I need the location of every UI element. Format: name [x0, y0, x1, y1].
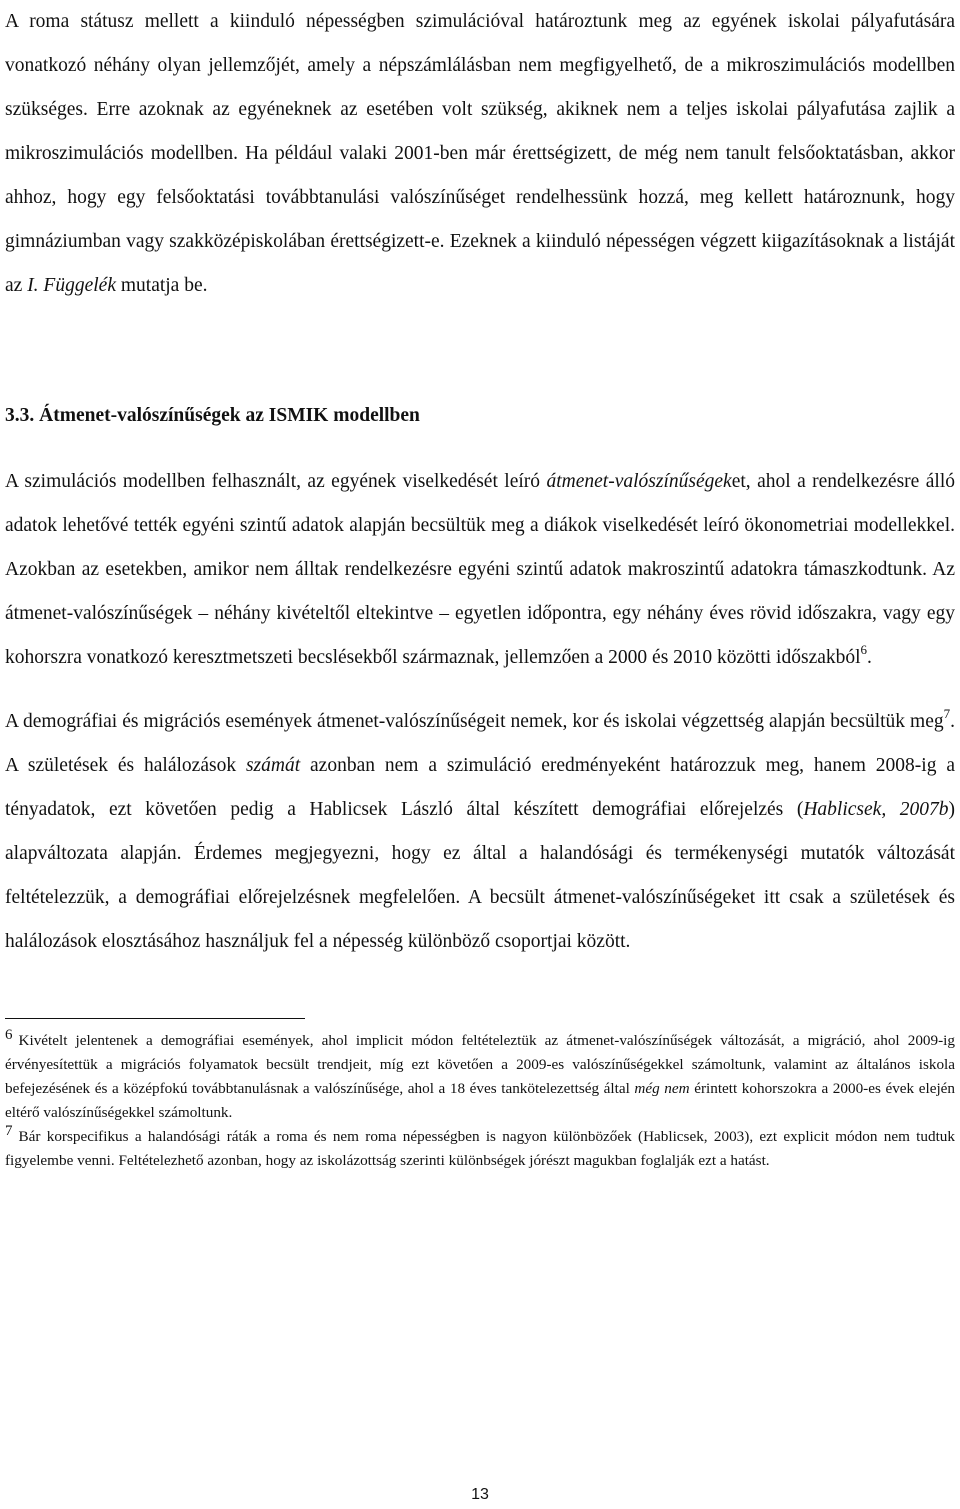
appendix-reference: I. Függelék [27, 275, 116, 296]
footnote-6-part1: Kivételt jelentenek a demográfiai események, ahol implicit módon feltételeztük az átmenet-valószínűségek változását, a migráció, ahol 2009-ig érvényesítettük a migrációs folyamatok becsült trendjeit, míg ezt követően a 2009-es valószínűségekkel számoltunk, valamint az általános iskola befejezésének és a középfokú továbbtanulásnak a valószínűsége, ahol a 18 éves tankötelezettség által [5, 1032, 955, 1097]
footnote-mark-7: 7 [5, 1122, 13, 1139]
paragraph2-part1: A szimulációs modellben felhasznált, az egyének viselkedését leíró [5, 471, 547, 492]
paragraph1-tail: mutatja be. [115, 275, 208, 296]
citation: Hablicsek, 2007b [803, 799, 949, 820]
section-heading: 3.3. Átmenet-valószínűségek az ISMIK modellben [5, 405, 420, 426]
italic-word: számát [245, 755, 301, 776]
paragraph-demographic-events [5, 700, 955, 964]
footnote-7 [5, 1122, 955, 1173]
paragraph-roma-status [5, 0, 955, 308]
footnote-separator [5, 1018, 305, 1019]
paragraph1-text: A roma státusz mellett a kiinduló népességben szimulációval határoztunk meg az egyének iskolai pályafutására vonatkozó néhány olyan jellemzőjét, amely a népszámlálásban nem megfigyelhető, de a mikroszimulációs modellben szükséges. Erre azoknak az egyéneknek az esetében volt szükség, akiknek nem a teljes iskolai pályafutása zajlik a mikroszimulációs modellben. Ha például valaki 2001-ben már érettségizett, de még nem tanult felsőoktatásban, akkor ahhoz, hogy egy felsőoktatási továbbtanulási valószínűséget rendelhessünk hozzá, meg kellett határoznunk, hogy gimnáziumban vagy szakközépiskolában érettségizett-e. Ezeknek a kiinduló népességen végzett kiigazításoknak a listáját az [5, 11, 955, 296]
footnotes [5, 1026, 955, 1173]
footnote-ref-7[interactable]: 7 [943, 705, 951, 721]
page-number: 13 [471, 1486, 489, 1503]
paragraph3-part2: . A születések és halálozások [5, 711, 955, 776]
paragraph3-part3: azonban nem a szimuláció eredményeként határozzuk meg, hanem 2008-ig a tényadatok, ezt követően pedig a Hablicsek László által készített demográfiai előrejelzés ( [5, 755, 955, 820]
footnote-6 [5, 1026, 955, 1125]
paragraph3-part1: A demográfiai és migrációs események átmenet-valószínűségeit nemek, kor és iskolai végzettség alapján becsültük meg [5, 711, 944, 732]
footnote-6-italic: még nem [634, 1080, 690, 1097]
paragraph3-part4: ) alapváltozata alapján. Érdemes megjegyezni, hogy ez által a halandósági és termékenységi mutatók változását feltételezzük, a demográfiai előrejelzésnek megfelelően. A becsült átmenet-valószínűségeket itt csak a születések és halálozások elosztásához használjuk fel a népesség különböző csoportjai között. [5, 799, 956, 952]
footnote-6-part2: érintett kohorszokra a 2000-es évek elején eltérő valószínűségekkel számoltunk. [5, 1080, 955, 1121]
footnote-mark-6: 6 [5, 1026, 13, 1043]
paragraph-transition-probabilities [5, 460, 955, 680]
paragraph2-part2: et, ahol a rendelkezésre álló adatok lehetővé tették egyéni szintű adatok alapján becsültük meg a diákok viselkedését leíró ökonometriai modellekkel. Azokban az esetekben, amikor nem álltak rendelkezésre egyéni szintű adatok makroszintű adatokra támaszkodtunk. Az átmenet-valószínűségek – néhány kivételtől eltekintve – egyetlen időpontra, egy néhány éves rövid időszakra, vagy egy kohorszra vonatkozó keresztmetszeti becslésekből származnak, jellemzően a 2000 és 2010 közötti időszakból [5, 471, 956, 668]
footnote-ref-6[interactable]: 6 [860, 641, 868, 657]
document-page [5, 0, 955, 1173]
italic-term: átmenet-valószínűségek [546, 471, 732, 492]
footnote-7-text: Bár korspecifikus a halandósági ráták a roma és nem roma népességben is nagyon különbözőek (Hablicsek, 2003), ezt explicit módon nem tudtuk figyelembe venni. Feltételezhető azonban, hogy az iskolázottság szerinti különbségek jórészt magukban foglalják ezt a hatást. [5, 1128, 955, 1169]
paragraph2-part3: . [867, 647, 872, 668]
